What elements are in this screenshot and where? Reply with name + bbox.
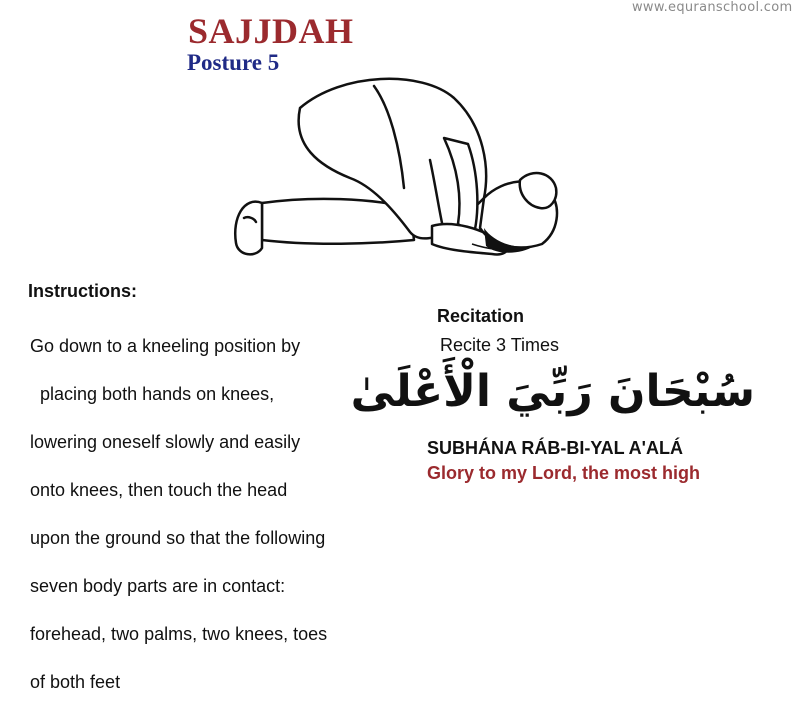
prostration-figure-icon	[222, 68, 592, 268]
instruction-line: seven body parts are in contact:	[30, 576, 286, 596]
instruction-line: placing both hands on knees,	[30, 384, 275, 404]
instructions-text	[30, 310, 327, 718]
recite-times: Recite 3 Times	[440, 335, 560, 355]
instruction-line: Go down to a kneeling position by	[30, 336, 301, 356]
instruction-line: onto knees, then touch the head	[30, 480, 288, 500]
transliteration: SUBHÁNA RÁB-BI-YAL A'ALÁ	[427, 438, 683, 458]
arabic-recitation: سُبْحَانَ رَبِّيَ الْأَعْلَىٰ	[350, 366, 755, 417]
posture-subtitle: Posture 5	[187, 50, 280, 75]
page-title: SAJJDAH	[188, 11, 354, 51]
instruction-line: upon the ground so that the following	[30, 528, 326, 548]
instruction-line: of both feet	[30, 672, 121, 692]
instruction-line: lowering oneself slowly and easily	[30, 432, 301, 452]
site-url: www.equranschool.com	[632, 0, 793, 15]
recitation-heading: Recitation	[437, 306, 525, 326]
translation: Glory to my Lord, the most high	[427, 463, 701, 483]
instructions-heading: Instructions:	[28, 281, 138, 301]
instruction-line: forehead, two palms, two knees, toes	[30, 624, 328, 644]
foot-shape	[235, 202, 262, 255]
